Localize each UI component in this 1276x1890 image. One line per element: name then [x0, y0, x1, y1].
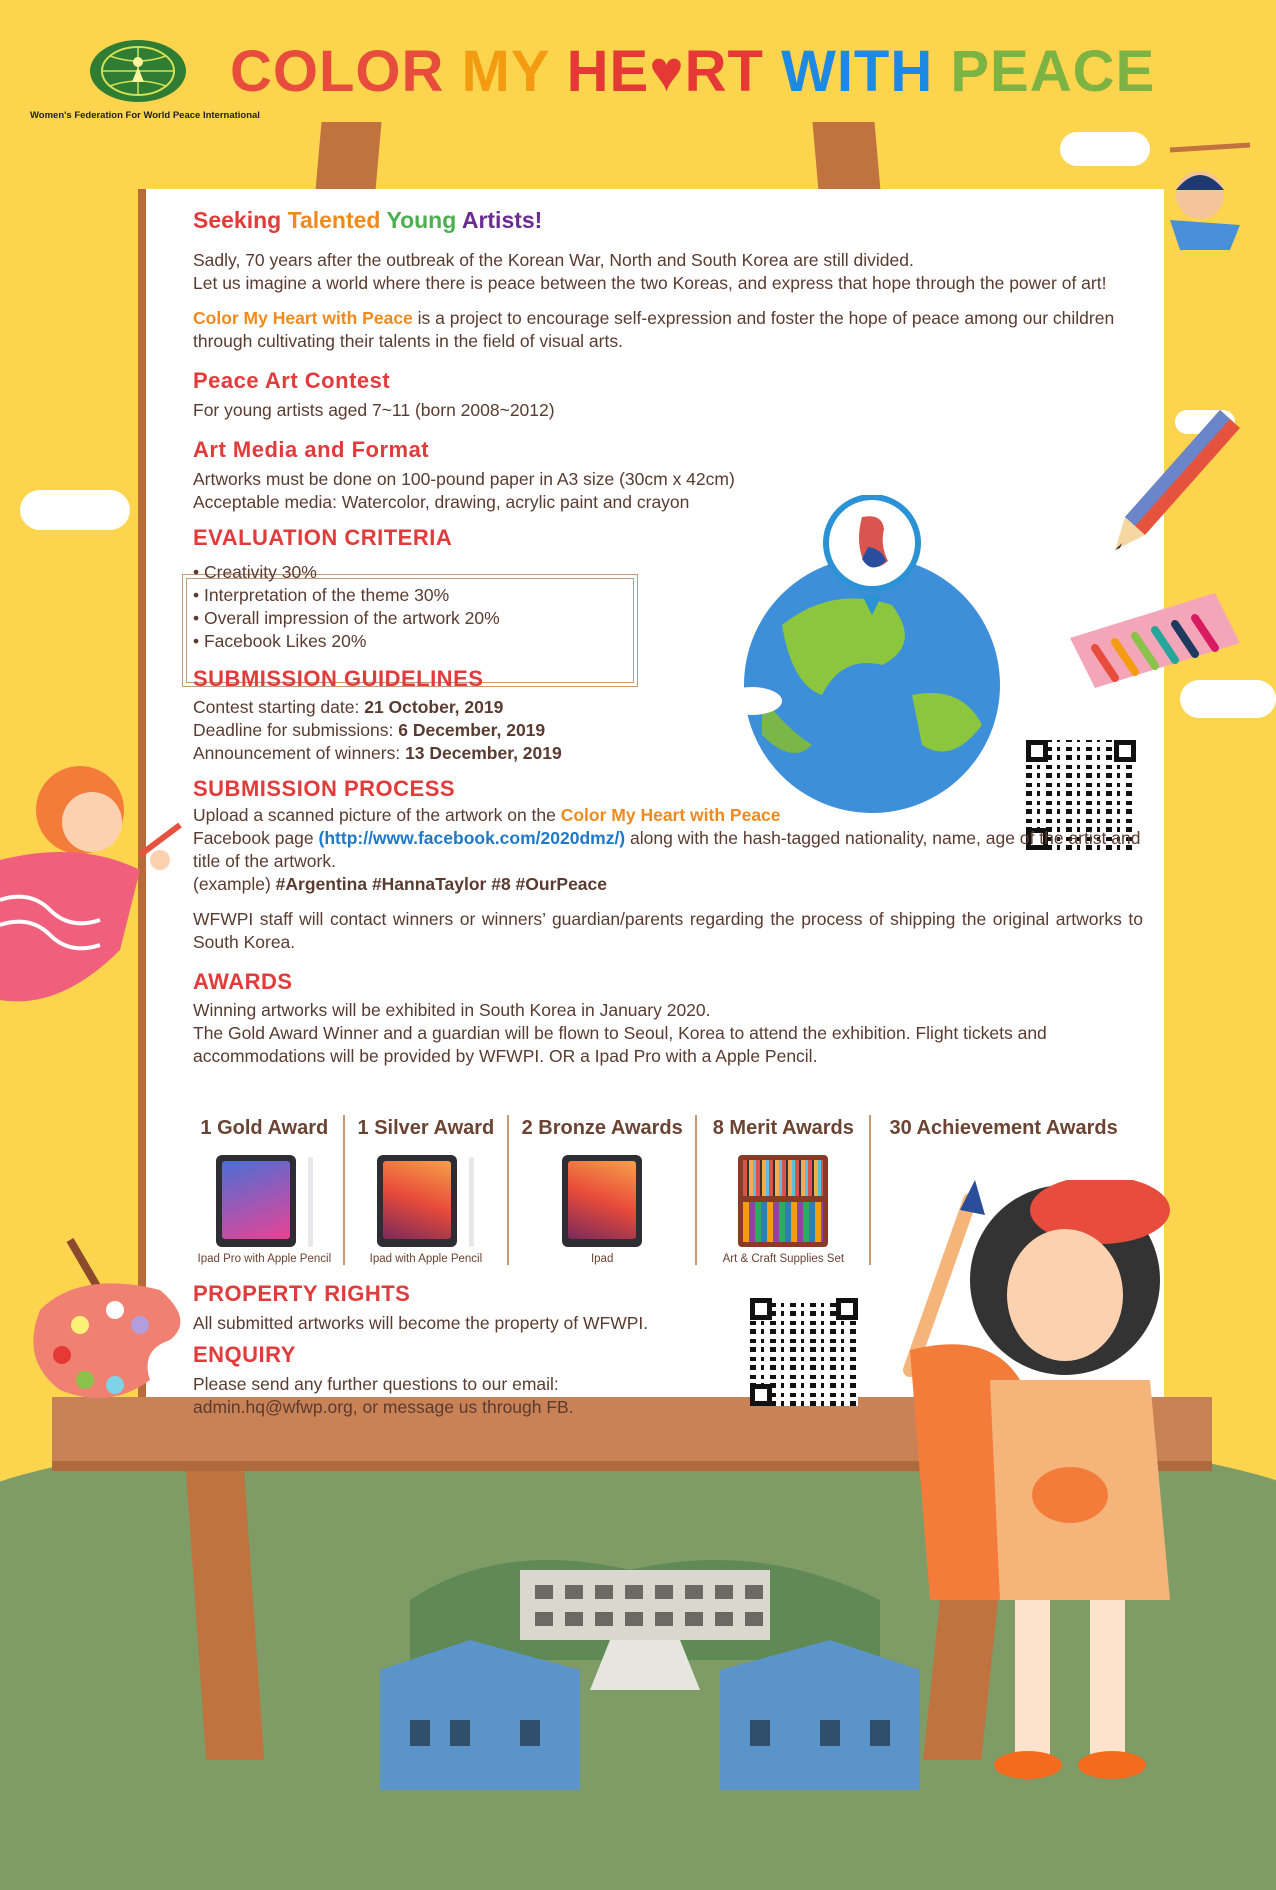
- award-achievement: [871, 1115, 1146, 1265]
- title-part: ♥: [649, 39, 685, 104]
- girl-painter-left-illustration: [0, 750, 190, 1020]
- process-text-2-start: Facebook page: [193, 828, 319, 848]
- awards-text-1: Winning artworks will be exhibited in South Korea in January 2020.: [193, 1000, 711, 1020]
- evaluation-heading: EVALUATION CRITERIA: [193, 525, 453, 550]
- example-tags: #Argentina #HannaTaylor #8 #OurPeace: [275, 874, 608, 894]
- process-heading: SUBMISSION PROCESS: [193, 776, 456, 801]
- org-logo: [88, 38, 188, 104]
- media-heading: Art Media and Format: [193, 437, 430, 462]
- boy-painter-illustration: [1140, 140, 1270, 250]
- process-text-2: [193, 827, 1143, 873]
- title-part: PEACE: [950, 39, 1156, 104]
- evaluation-list: [193, 561, 1143, 653]
- contest-text: For young artists aged 7~11 (born 2008~2012): [193, 400, 555, 420]
- facebook-link[interactable]: (http://www.facebook.com/2020dmz/): [318, 828, 626, 848]
- award-title: 1 Gold Award: [200, 1117, 329, 1139]
- award-bronze: [509, 1115, 697, 1265]
- evaluation-item: • Creativity 30%: [193, 562, 317, 582]
- award-title: 1 Silver Award: [357, 1117, 495, 1139]
- award-caption: Art & Craft Supplies Set: [722, 1253, 845, 1265]
- title-part: RT: [684, 39, 782, 104]
- ipad-image: [562, 1155, 642, 1247]
- property-text: All submitted artworks will become the property of WFWPI.: [193, 1313, 649, 1333]
- main-title: [230, 38, 1155, 105]
- guideline-row: [193, 696, 1143, 719]
- award-title: 2 Bronze Awards: [521, 1117, 683, 1139]
- guideline-row: [193, 742, 1143, 765]
- guidelines-list: [193, 696, 1143, 765]
- award-silver: [345, 1115, 510, 1265]
- footer-sections: [193, 1280, 753, 1419]
- example-label: (example): [193, 874, 276, 894]
- guidelines-heading: SUBMISSION GUIDELINES: [193, 666, 484, 691]
- award-title: 8 Merit Awards: [712, 1117, 854, 1139]
- intro-text-3: [193, 307, 1143, 353]
- craft-set-image: [738, 1155, 828, 1247]
- title-part: COLOR: [230, 39, 445, 104]
- guideline-label: Contest starting date:: [193, 697, 365, 717]
- property-heading: PROPERTY RIGHTS: [193, 1281, 411, 1306]
- guideline-label: Announcement of winners:: [193, 743, 406, 763]
- headline-part: Young: [386, 207, 462, 233]
- award-caption: Ipad: [590, 1253, 614, 1265]
- title-part: MY: [444, 39, 567, 104]
- awards-heading: AWARDS: [193, 969, 293, 994]
- intro-headline: [193, 205, 1143, 235]
- evaluation-item: • Facebook Likes 20%: [193, 631, 367, 651]
- org-name: Women's Federation For World Peace International: [30, 110, 260, 121]
- main-content: [193, 205, 1143, 1068]
- headline-part: Talented: [287, 207, 387, 233]
- buildings-illustration: [380, 1540, 920, 1790]
- process-text-1-start: Upload a scanned picture of the artwork on the: [193, 805, 561, 825]
- awards-row: [186, 1115, 1146, 1265]
- enquiry-heading: ENQUIRY: [193, 1342, 296, 1367]
- cloud-left: [20, 490, 130, 530]
- award-caption: Ipad Pro with Apple Pencil: [197, 1253, 332, 1265]
- enquiry-text-1: Please send any further questions to our email:: [193, 1374, 559, 1394]
- guideline-label: Deadline for submissions:: [193, 720, 399, 740]
- headline-part: Seeking: [193, 207, 288, 233]
- evaluation-item: • Interpretation of the theme 30%: [193, 585, 450, 605]
- award-gold: [186, 1115, 345, 1265]
- ipad-image: [377, 1141, 474, 1247]
- media-text-2: Acceptable media: Watercolor, drawing, acrylic paint and crayon: [193, 492, 690, 512]
- process-text-2-rest: along with the hash-tagged nationality, name, age of the artist and title of the artwork.: [193, 828, 1141, 871]
- qr-code-enquiry[interactable]: [750, 1298, 858, 1406]
- intro-text-1: Sadly, 70 years after the outbreak of the Korean War, North and South Korea are still divided.: [193, 250, 914, 270]
- guideline-date: 6 December, 2019: [398, 720, 546, 740]
- awards-text-2: The Gold Award Winner and a guardian will be flown to Seoul, Korea to attend the exhibition. Flight tickets and accommodations will be provided by WFWPI. OR a Ipad Pro with a Apple Pencil.: [193, 1023, 1047, 1066]
- title-part: HE: [566, 39, 650, 104]
- globe-laurel-icon: [88, 38, 188, 104]
- award-caption: Ipad with Apple Pencil: [369, 1253, 483, 1265]
- staff-note: WFWPI staff will contact winners or winners’ guardian/parents regarding the process of shipping the original artworks to South Korea.: [193, 909, 1143, 952]
- guideline-date: 13 December, 2019: [405, 743, 562, 763]
- evaluation-item: • Overall impression of the artwork 20%: [193, 608, 500, 628]
- guideline-date: 21 October, 2019: [364, 697, 504, 717]
- project-name: Color My Heart with Peace: [193, 308, 413, 328]
- media-text-1: Artworks must be done on 100-pound paper in A3 size (30cm x 42cm): [193, 469, 735, 489]
- intro-text-3-rest: is a project to encourage self-expression and foster the hope of peace among our children through cultivating their talents in the field of visual arts.: [193, 308, 1115, 351]
- headline-part: Artists!: [461, 207, 543, 233]
- girl-painter-right-illustration: [890, 1180, 1230, 1790]
- contest-heading: Peace Art Contest: [193, 368, 391, 393]
- palette-illustration: [20, 1230, 200, 1410]
- process-text-1: [193, 804, 1143, 827]
- process-example: [193, 873, 1143, 896]
- award-merit: [697, 1115, 871, 1265]
- project-name-inline: Color My Heart with Peace: [560, 805, 781, 825]
- award-title: 30 Achievement Awards: [889, 1117, 1118, 1139]
- guideline-row: [193, 719, 1143, 742]
- cloud-top-right: [1060, 132, 1150, 166]
- title-part: WITH: [781, 39, 951, 104]
- enquiry-text-2[interactable]: admin.hq@wfwp.org, or message us through FB.: [193, 1397, 574, 1417]
- intro-text-2: Let us imagine a world where there is peace between the two Koreas, and express that hope through the power of art!: [193, 273, 1107, 293]
- ipad-pro-image: [216, 1141, 313, 1247]
